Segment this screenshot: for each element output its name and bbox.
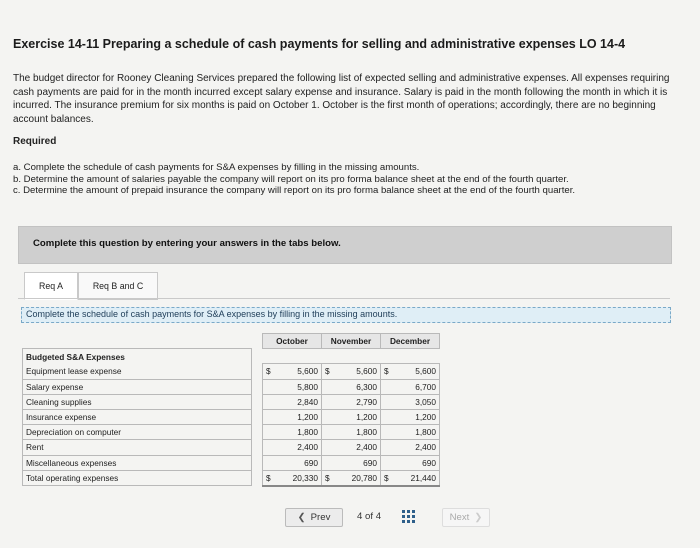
total-cell[interactable]: $ 20,780 <box>322 470 381 486</box>
row-label: Miscellaneous expenses <box>23 455 252 470</box>
amount-cell[interactable]: 1,200 <box>263 409 322 424</box>
requirement-b: b. Determine the amount of salaries payable the company will report on its pro forma balance sheet at the end of the fourth quarter. <box>13 173 569 185</box>
amount-cell[interactable]: 6,300 <box>322 379 381 394</box>
section-row <box>23 349 440 364</box>
table-row <box>23 425 440 440</box>
row-label: Insurance expense <box>23 409 252 424</box>
amount-cell[interactable]: 1,200 <box>322 409 381 424</box>
prev-label: Prev <box>310 512 331 523</box>
amount-cell[interactable]: $ 5,600 <box>381 364 440 379</box>
currency-symbol: $ <box>325 366 330 377</box>
next-label: Next <box>449 512 470 523</box>
row-label: Cleaning supplies <box>23 394 252 409</box>
amount-cell[interactable]: 5,800 <box>263 379 322 394</box>
intro-paragraph: The budget director for Rooney Cleaning Services prepared the following list of expected selling and administrative expenses. All expenses requiring cash payments are paid for in the month incurred except salary expense and insurance. Salary is paid in the month following the month in which it is incurred. The insurance premium for six months is paid on October 1. October is the first month of operations; accordingly, there are no beginning account balances. <box>13 73 670 125</box>
grid-icon[interactable] <box>402 510 415 523</box>
amount-cell[interactable]: 2,400 <box>263 440 322 455</box>
amount-cell[interactable]: $ 5,600 <box>263 364 322 379</box>
currency-symbol: $ <box>266 366 271 377</box>
tab-req-a[interactable]: Req A <box>24 272 78 300</box>
row-label: Equipment lease expense <box>23 364 252 379</box>
row-label: Depreciation on computer <box>23 425 252 440</box>
requirement-c: c. Determine the amount of prepaid insurance the company will report on its pro forma balance sheet at the end of the fourth quarter. <box>13 185 576 196</box>
amount-cell[interactable]: 690 <box>263 455 322 470</box>
section-label: Budgeted S&A Expenses <box>23 349 252 364</box>
amount-cell[interactable]: 3,050 <box>381 394 440 409</box>
row-label: Salary expense <box>23 379 252 394</box>
total-cell[interactable]: $ 20,330 <box>263 470 322 486</box>
currency-symbol: $ <box>266 472 271 483</box>
instruction-banner <box>18 226 672 264</box>
chevron-left-icon: ❮ <box>297 512 306 523</box>
tab-req-b-and-c[interactable]: Req B and C <box>78 272 158 300</box>
currency-symbol: $ <box>384 366 389 377</box>
amount-cell[interactable]: 1,800 <box>381 425 440 440</box>
amount-cell[interactable]: 2,400 <box>322 440 381 455</box>
total-cell[interactable]: $ 21,440 <box>381 470 440 486</box>
total-label: Total operating expenses <box>23 470 252 486</box>
amount-cell[interactable]: 690 <box>322 455 381 470</box>
amount-cell[interactable]: 2,400 <box>381 440 440 455</box>
table-row <box>23 364 440 379</box>
amount-cell[interactable]: 1,800 <box>322 425 381 440</box>
column-header: October <box>263 334 322 349</box>
prev-button[interactable] <box>285 508 343 527</box>
column-header: December <box>381 334 440 349</box>
column-header: November <box>322 334 381 349</box>
amount-cell[interactable]: 2,840 <box>263 394 322 409</box>
currency-symbol: $ <box>384 472 389 483</box>
table-row <box>23 409 440 424</box>
amount-cell[interactable]: 6,700 <box>381 379 440 394</box>
requirements-list <box>13 162 693 197</box>
chevron-right-icon: ❯ <box>474 512 483 523</box>
currency-symbol: $ <box>325 472 330 483</box>
requirement-a: a. Complete the schedule of cash payments for S&A expenses by filling in the missing amounts. <box>13 162 420 173</box>
table-row <box>23 394 440 409</box>
required-heading: Required <box>13 136 57 147</box>
page-indicator: 4 of 4 <box>357 511 382 522</box>
schedule-instruction <box>21 307 671 323</box>
amount-cell[interactable]: 2,790 <box>322 394 381 409</box>
row-label: Rent <box>23 440 252 455</box>
amount-cell[interactable]: 1,200 <box>381 409 440 424</box>
table-row <box>23 455 440 470</box>
amount-cell[interactable]: $ 5,600 <box>322 364 381 379</box>
table-row <box>23 440 440 455</box>
cash-payments-schedule <box>22 333 440 487</box>
exercise-title: Exercise 14-11 Preparing a schedule of cash payments for selling and administrative expenses LO 14-4 <box>13 37 626 51</box>
amount-cell[interactable]: 1,800 <box>263 425 322 440</box>
next-button[interactable] <box>442 508 490 527</box>
banner-text: Complete this question by entering your answers in the tabs below. <box>33 238 341 249</box>
table-row <box>23 379 440 394</box>
amount-cell[interactable]: 690 <box>381 455 440 470</box>
header-row <box>23 334 440 349</box>
total-row <box>23 470 440 486</box>
instruction-text: Complete the schedule of cash payments for S&A expenses by filling in the missing amounts. <box>26 309 398 319</box>
